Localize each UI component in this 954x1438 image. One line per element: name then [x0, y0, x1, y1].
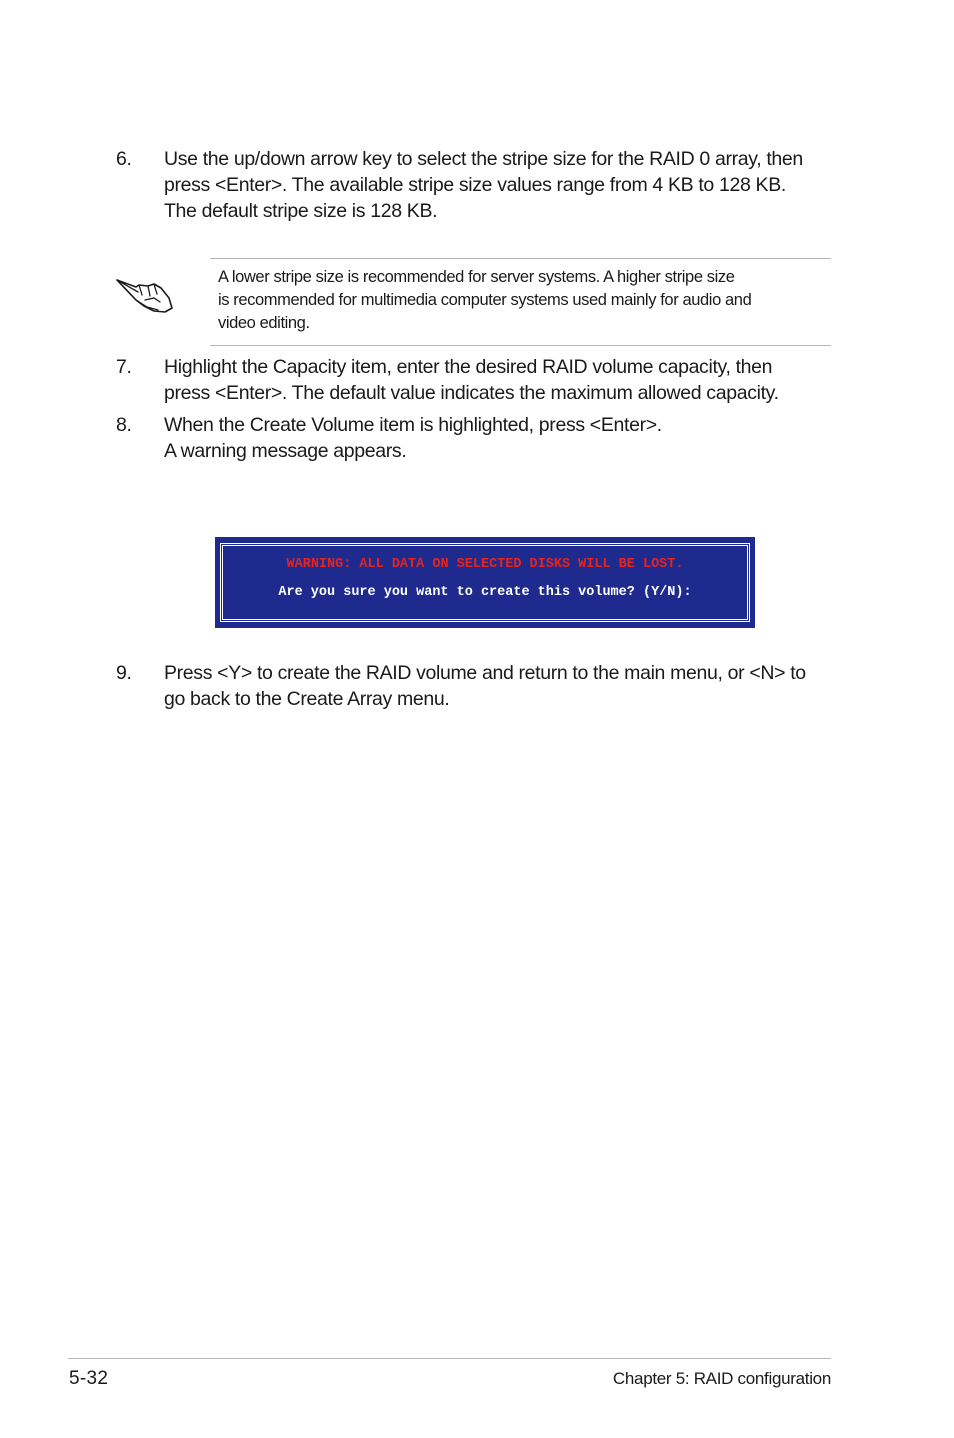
step-text-line: Highlight the Capacity item, enter the desired RAID volume capacity, then: [164, 356, 773, 378]
step-8: [116, 412, 836, 464]
footer-divider: [68, 1358, 831, 1359]
confirm-prompt: Are you sure you want to create this volume? (Y/N):: [278, 585, 692, 600]
hand-pointing-icon: [114, 270, 174, 314]
step-6: [116, 146, 836, 224]
step-number: 7.: [116, 356, 132, 378]
chapter-title: Chapter 5: RAID configuration: [612, 1369, 831, 1388]
note-text-line: A lower stripe size is recommended for server systems. A higher stripe size: [218, 268, 735, 286]
step-text: [164, 354, 836, 406]
step-text-line: The default stripe size is 128 KB.: [164, 200, 438, 222]
note-text-line: is recommended for multimedia computer systems used mainly for audio and: [218, 291, 752, 309]
page-number: 5-32: [69, 1368, 109, 1389]
step-text: [164, 412, 836, 464]
step-text-line: press <Enter>. The default value indicates the maximum allowed capacity.: [164, 382, 779, 404]
step-number: 9.: [116, 662, 132, 684]
warning-dialog: [215, 537, 755, 628]
note-text: [218, 266, 751, 335]
step-text: [164, 146, 836, 224]
step-text-line: go back to the Create Array menu.: [164, 688, 450, 710]
step-text-line: A warning message appears.: [164, 440, 407, 462]
step-text: [164, 660, 836, 712]
step-7: [116, 354, 836, 406]
step-text-line: When the Create Volume item is highlighted, press <Enter>.: [164, 414, 662, 436]
step-9: [116, 660, 836, 712]
step-number: 6.: [116, 148, 132, 170]
step-text-line: press <Enter>. The available stripe size values range from 4 KB to 128 KB.: [164, 174, 786, 196]
step-text-line: Press <Y> to create the RAID volume and return to the main menu, or <N> to: [164, 662, 806, 684]
step-text-line: Use the up/down arrow key to select the stripe size for the RAID 0 array, then: [164, 148, 803, 170]
note-text-line: video editing.: [218, 314, 310, 332]
step-number: 8.: [116, 414, 132, 436]
dialog-frame: [220, 543, 750, 622]
warning-message: WARNING: ALL DATA ON SELECTED DISKS WILL BE LOST.: [286, 557, 684, 572]
note-box: [210, 258, 831, 346]
